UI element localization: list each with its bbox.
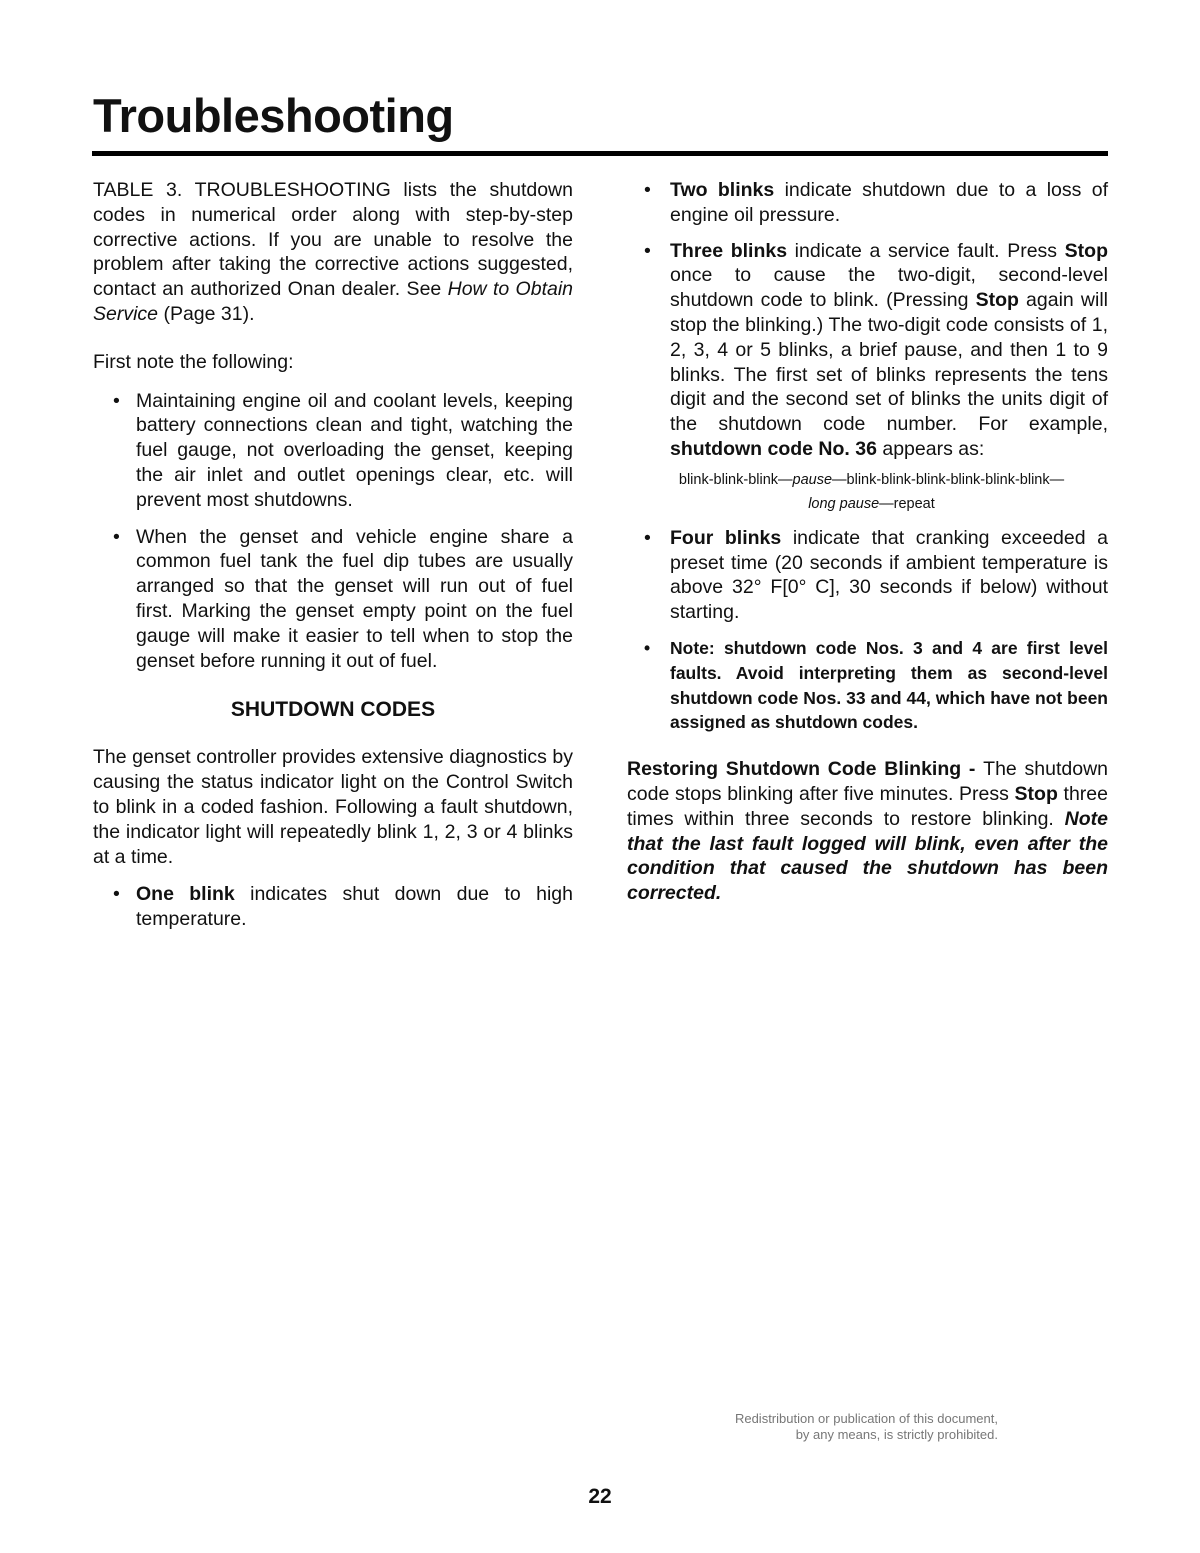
shutdown-codes-paragraph: The genset controller provides extensive diagnostics by causing the status indicator light on the Control Switch to blink in a coded fashion. Following a fault shutdown, the indicator light will repeatedly blink 1, 2, 3 or 4 blinks at a time. — [93, 746, 573, 868]
list-item — [627, 526, 1108, 625]
example-line-1 — [635, 468, 1108, 492]
list-item-text: indicate that cranking exceeded a preset time (20 seconds if ambient temperature is above 32° F[0° C], 30 seconds if below) without starting. — [670, 526, 1108, 624]
code-36-label: shutdown code No. 36 — [670, 437, 877, 460]
example-text: —repeat — [879, 495, 935, 512]
service-reference: How to Obtain Service — [93, 278, 574, 325]
bullet-icon: • — [644, 526, 651, 549]
list-item — [627, 636, 1108, 735]
example-text: —blink-blink-blink-blink-blink-blink— — [832, 471, 1065, 488]
stop-keyword: Stop — [1064, 239, 1108, 262]
four-blinks-label: Four blinks — [670, 526, 782, 549]
left-column — [93, 178, 573, 944]
blink-list-right-2 — [627, 526, 1108, 735]
list-item-text: appears as: — [876, 437, 985, 460]
first-note: First note the following: — [93, 350, 294, 373]
title-rule — [92, 151, 1108, 156]
one-blink-label: One blink — [136, 883, 235, 906]
list-item-text: Maintaining engine oil and coolant levels, keeping battery connections clean and tight, watching the fuel gauge, not overloading the genset, keeping the air inlet and outlet openings clear, etc. will prevent most shutdowns. — [136, 389, 573, 511]
intro-text: TABLE 3. TROUBLESHOOTING lists the shutdown codes in numerical order along with step-by-step corrective actions. If you are unable to resolve the problem after taking the corrective actions suggested, contact an authorized Onan dealer. See — [93, 179, 573, 301]
example-text: blink-blink-blink— — [678, 471, 793, 488]
page-title: Troubleshooting — [93, 89, 454, 142]
maintenance-list — [93, 389, 573, 674]
restoring-note: Note that the last fault logged will blink, even after the condition that caused the shutdown has been corrected. — [627, 807, 1108, 905]
page-number: 22 — [588, 1485, 612, 1508]
list-item-text: again will stop the blinking.) The two-digit code consists of 1, 2, 3, 4 or 5 blinks, a brief pause, and then 1 to 9 blinks. The first set of blinks represents the tens digit and the second set of blinks the units digit of the shutdown code number. For example, — [670, 289, 1108, 436]
list-item — [93, 882, 573, 932]
list-item-text: indicate shutdown due to a loss of engine oil pressure. — [670, 179, 1108, 226]
page-reference: (Page 31). — [158, 302, 255, 325]
list-item — [627, 178, 1108, 228]
list-item-text: indicates shut down due to high temperature. — [136, 883, 573, 931]
bullet-icon: • — [644, 239, 651, 262]
redistribution-notice — [735, 1411, 998, 1443]
list-item — [93, 389, 573, 513]
note-text: Note: shutdown code Nos. 3 and 4 are first level faults. Avoid interpreting them as second-level shutdown code Nos. 33 and 44, which have not been assigned as shutdown codes. — [670, 637, 1108, 733]
bullet-icon: • — [113, 389, 120, 412]
notice-line: by any means, is strictly prohibited. — [795, 1427, 998, 1442]
restoring-text: three times within three seconds to restore blinking. — [627, 782, 1108, 830]
blink-list-left — [93, 882, 573, 932]
blink-example — [627, 468, 1108, 516]
restoring-heading: Restoring Shutdown Code Blinking - — [627, 758, 984, 781]
restoring-text: The shutdown code stops blinking after five minutes. Press — [627, 758, 1109, 805]
section-heading: SHUTDOWN CODES — [230, 698, 436, 722]
list-item-text: indicate a service fault. Press — [787, 239, 1065, 262]
example-long-pause: long pause — [808, 495, 880, 512]
right-column — [627, 178, 1108, 906]
stop-keyword: Stop — [1014, 782, 1058, 805]
list-item-text: once to cause the two-digit, second-level shutdown code to blink. (Pressing — [670, 264, 1108, 312]
two-blinks-label: Two blinks — [670, 179, 775, 201]
list-item — [93, 525, 573, 674]
bullet-icon: • — [644, 637, 651, 658]
intro-paragraph — [93, 178, 573, 327]
list-item-text: When the genset and vehicle engine share a common fuel tank the fuel dip tubes are usually arranged so that the genset will run out of fuel first. Marking the genset empty point on the fuel gauge will make it easier to tell when to stop the genset before running it out of fuel. — [136, 525, 573, 672]
list-item — [627, 239, 1108, 462]
bullet-icon: • — [113, 883, 120, 906]
bullet-icon: • — [644, 179, 651, 201]
stop-keyword: Stop — [975, 289, 1019, 312]
example-line-2 — [635, 492, 1108, 516]
blink-list-right — [627, 178, 1108, 462]
notice-line: Redistribution or publication of this document, — [734, 1411, 998, 1426]
restoring-paragraph — [627, 757, 1108, 906]
three-blinks-label: Three blinks — [670, 239, 788, 262]
bullet-icon: • — [113, 525, 120, 548]
example-pause: pause — [792, 471, 833, 488]
